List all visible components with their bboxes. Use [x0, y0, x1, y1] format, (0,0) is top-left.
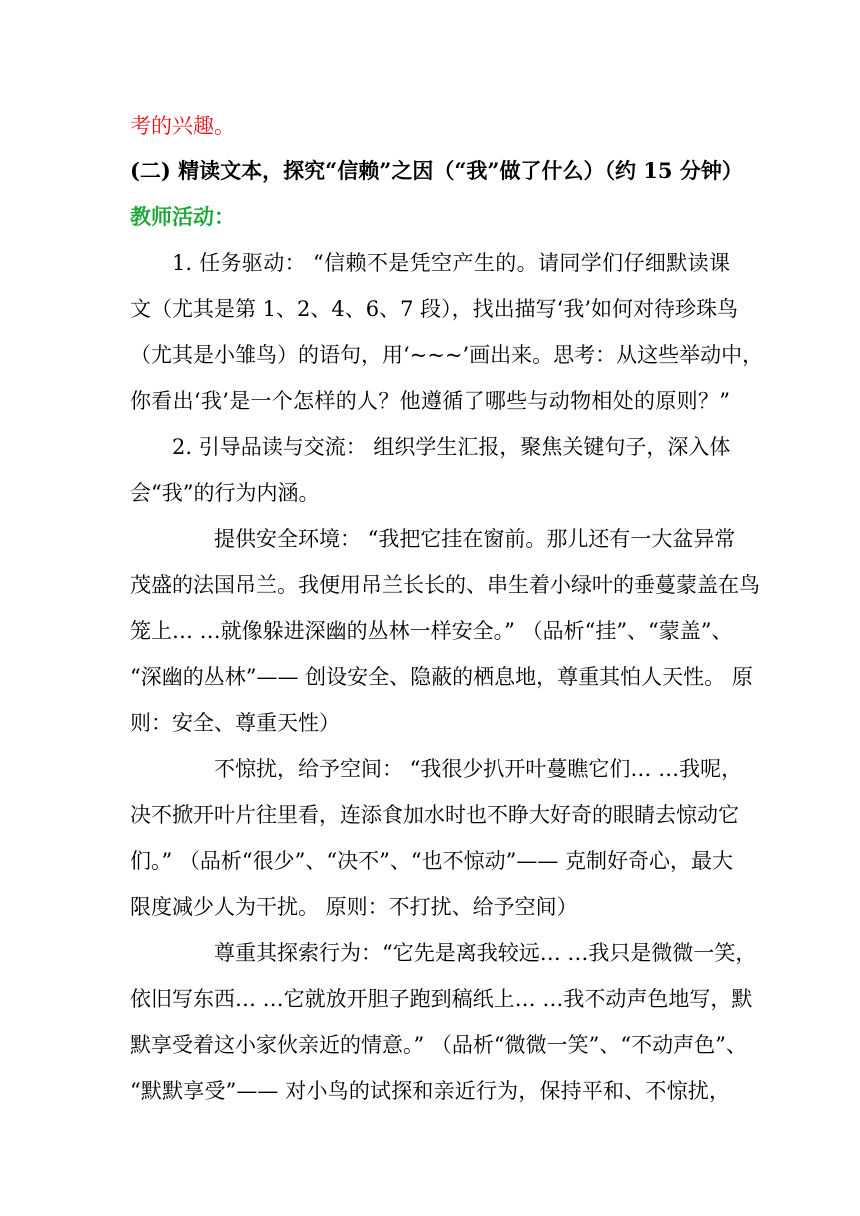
- no-disturb-line-2: 决不掀开叶片往里看，连添食加水时也不睁大好奇的眼睛去惊动它: [130, 803, 739, 827]
- safe-environment-line-1: 提供安全环境： “我把它挂在窗前。那儿还有一大盆异常: [214, 527, 736, 551]
- no-disturb-line-4: 限度减少人为干扰。 原则：不打扰、给予空间）: [130, 895, 578, 919]
- safe-environment-line-3: 笼上… …就像躲进深幽的丛林一样安全。” （品析“挂”、“蒙盖”、: [130, 619, 733, 643]
- respect-exploration-line-2: 依旧写东西… …它就放开胆子跑到稿纸上… …我不动声色地写，默: [130, 987, 753, 1011]
- paragraph-1-line-4: 你看出‘我’是一个怎样的人？他遵循了哪些与动物相处的原则？”: [130, 389, 730, 413]
- no-disturb-line-3: 们。” （品析“很少”、“决不”、“也不惊动”—— 克制好奇心，最大: [130, 849, 733, 873]
- paragraph-1-line-3: （尤其是小雏鸟）的语句，用‘~~~’画出来。思考：从这些举动中，: [130, 343, 764, 367]
- respect-exploration-line-3: 默享受着这小家伙亲近的情意。” （品析“微微一笑”、“不动声色”、: [130, 1033, 747, 1057]
- section-heading: (二) 精读文本，探究“信赖”之因（“我”做了什么）（约 15 分钟）: [130, 158, 743, 183]
- paragraph-2-line-2: 会“我”的行为内涵。: [130, 481, 320, 505]
- paragraph-1-line-2: 文（尤其是第 1、2、4、6、7 段），找出描写‘我’如何对待珍珠鸟: [130, 297, 739, 321]
- safe-environment-line-5: 则：安全、尊重天性）: [130, 711, 340, 735]
- safe-environment-line-4: “深幽的丛林”—— 创设安全、隐蔽的栖息地，尊重其怕人天性。 原: [130, 665, 753, 689]
- paragraph-2-line-1: 2. 引导品读与交流： 组织学生汇报，聚焦关键句子，深入体: [172, 435, 731, 459]
- respect-exploration-line-4: “默默享受”—— 对小鸟的试探和亲近行为，保持平和、不惊扰，: [130, 1079, 730, 1103]
- teacher-activity-label: 教师活动：: [130, 204, 235, 229]
- continued-red-text: 考的兴趣。: [130, 114, 235, 138]
- paragraph-1-line-1: 1. 任务驱动： “信赖不是凭空产生的。请同学们仔细默读课: [172, 251, 730, 275]
- respect-exploration-line-1: 尊重其探索行为：“它先是离我较远… …我只是微微一笑，: [214, 941, 757, 965]
- safe-environment-line-2: 茂盛的法国吊兰。我便用吊兰长长的、串生着小绿叶的垂蔓蒙盖在鸟: [130, 573, 760, 597]
- no-disturb-line-1: 不惊扰，给予空间： “我很少扒开叶蔓瞧它们… …我呢，: [214, 757, 743, 781]
